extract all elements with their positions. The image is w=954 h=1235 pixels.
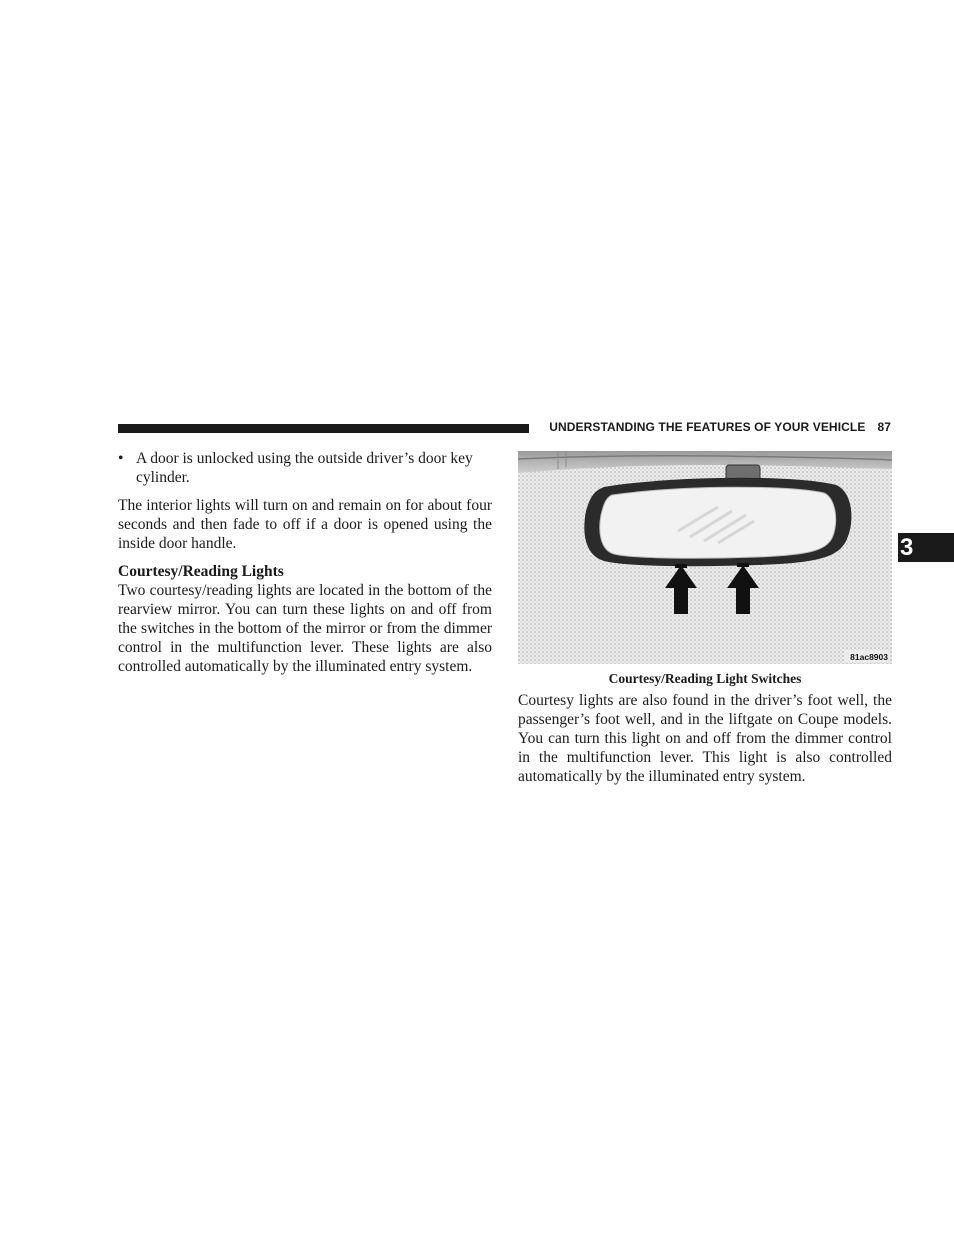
mirror-illustration bbox=[518, 451, 892, 664]
figure-caption: Courtesy/Reading Light Switches bbox=[608, 671, 802, 686]
bullet-dot-icon: • bbox=[118, 450, 124, 467]
left-column bbox=[118, 449, 492, 676]
paragraph-courtesy-lights: Two courtesy/reading lights are located in the bottom of the rearview mirror. You can turn these lights on and off from the switches in the bottom of the mirror or from the dimmer control in the multifunction lever. These lights are also controlled automatically by the illuminated entry system. bbox=[118, 582, 492, 675]
figure-code: 81ac8903 bbox=[850, 652, 888, 662]
chapter-tab: 3 bbox=[898, 533, 954, 562]
right-column bbox=[518, 691, 892, 786]
section-heading: Courtesy/Reading Lights bbox=[118, 563, 284, 580]
running-header bbox=[538, 420, 891, 436]
header-rule bbox=[118, 424, 529, 433]
header-title: UNDERSTANDING THE FEATURES OF YOUR VEHICLE bbox=[549, 420, 866, 434]
page-number: 87 bbox=[877, 420, 891, 434]
paragraph-interior-lights: The interior lights will turn on and remain on for about four seconds and then fade to off if a door is opened using the inside door handle. bbox=[118, 497, 492, 552]
paragraph-foot-well-lights: Courtesy lights are also found in the driver’s foot well, the passenger’s foot well, and in the liftgate on Coupe models. You can turn this light on and off from the dimmer control in the multifunction lever. This light is also controlled automatically by the illuminated entry system. bbox=[518, 692, 892, 785]
mirror-glass bbox=[600, 487, 836, 558]
bullet-text: A door is unlocked using the outside driver’s door key cylinder. bbox=[136, 450, 473, 486]
bullet-item bbox=[118, 449, 492, 487]
